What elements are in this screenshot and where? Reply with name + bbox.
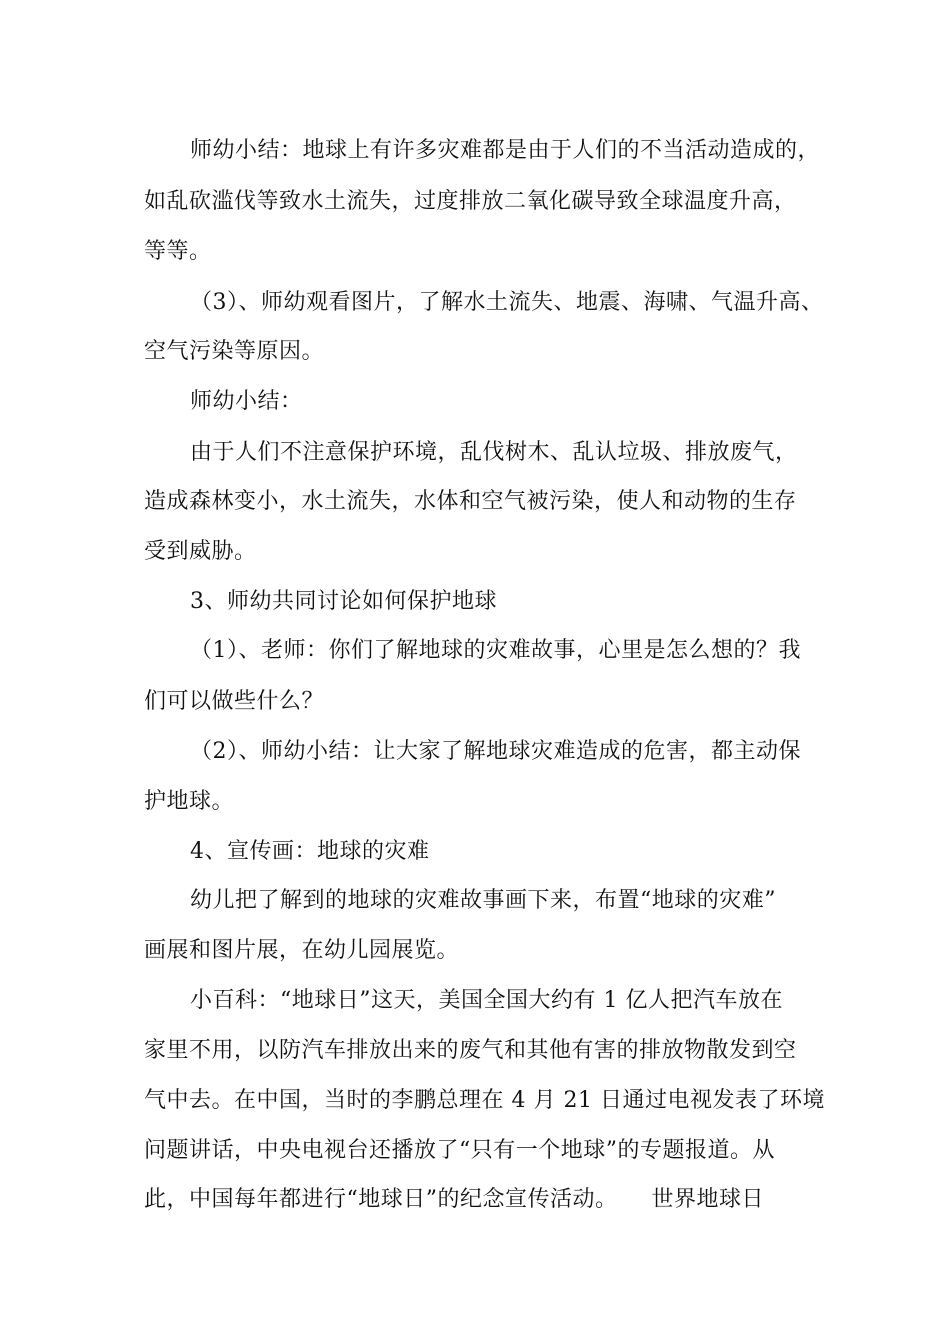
text-line: 家里不用，以防汽车排放出来的废气和其他有害的排放物散发到空 xyxy=(144,1038,797,1063)
text-line: 4、宣传画：地球的灾难 xyxy=(190,839,430,864)
text-line: 画展和图片展，在幼儿园展览。 xyxy=(144,938,460,963)
text-line: 幼儿把了解到的地球的灾难故事画下来，布置“地球的灾难” xyxy=(190,888,776,913)
text-line: 气中去。在中国，当时的李鹏总理在 4 月 21 日通过电视发表了环境 xyxy=(144,1088,825,1113)
text-line: 由于人们不注意保护环境，乱伐树木、乱认垃圾、排放废气， xyxy=(190,440,798,465)
text-line: 问题讲话，中央电视台还播放了“只有一个地球”的专题报道。从 xyxy=(144,1138,775,1163)
text-line: 3、师幼共同讨论如何保护地球 xyxy=(190,589,497,614)
text-line: （2）、师幼小结：让大家了解地球灾难造成的危害，都主动保 xyxy=(190,739,801,764)
text-line: （3）、师幼观看图片，了解水土流失、地震、海啸、气温升高、 xyxy=(190,290,824,315)
text-line: 护地球。 xyxy=(144,789,235,814)
text-line: 小百科：“地球日”这天，美国全国大约有 1 亿人把汽车放在 xyxy=(190,988,783,1013)
text-line: （1）、老师：你们了解地球的灾难故事，心里是怎么想的？我 xyxy=(190,638,801,663)
text-line: 师幼小结：地球上有许多灾难都是由于人们的不当活动造成的， xyxy=(190,138,821,163)
text-line: 等等。 xyxy=(144,239,212,264)
text-line: 此，中国每年都进行“地球日”的纪念宣传活动。 世界地球日 xyxy=(144,1187,764,1212)
text-line: 受到威胁。 xyxy=(144,539,257,564)
text-line: 空气污染等原因。 xyxy=(144,339,325,364)
text-line: 如乱砍滥伐等致水土流失，过度排放二氧化碳导致全球温度升高， xyxy=(144,189,797,214)
text-line: 师幼小结： xyxy=(190,389,303,414)
text-line: 们可以做些什么？ xyxy=(144,689,325,714)
text-line: 造成森林变小，水土流失，水体和空气被污染，使人和动物的生存 xyxy=(144,489,797,514)
